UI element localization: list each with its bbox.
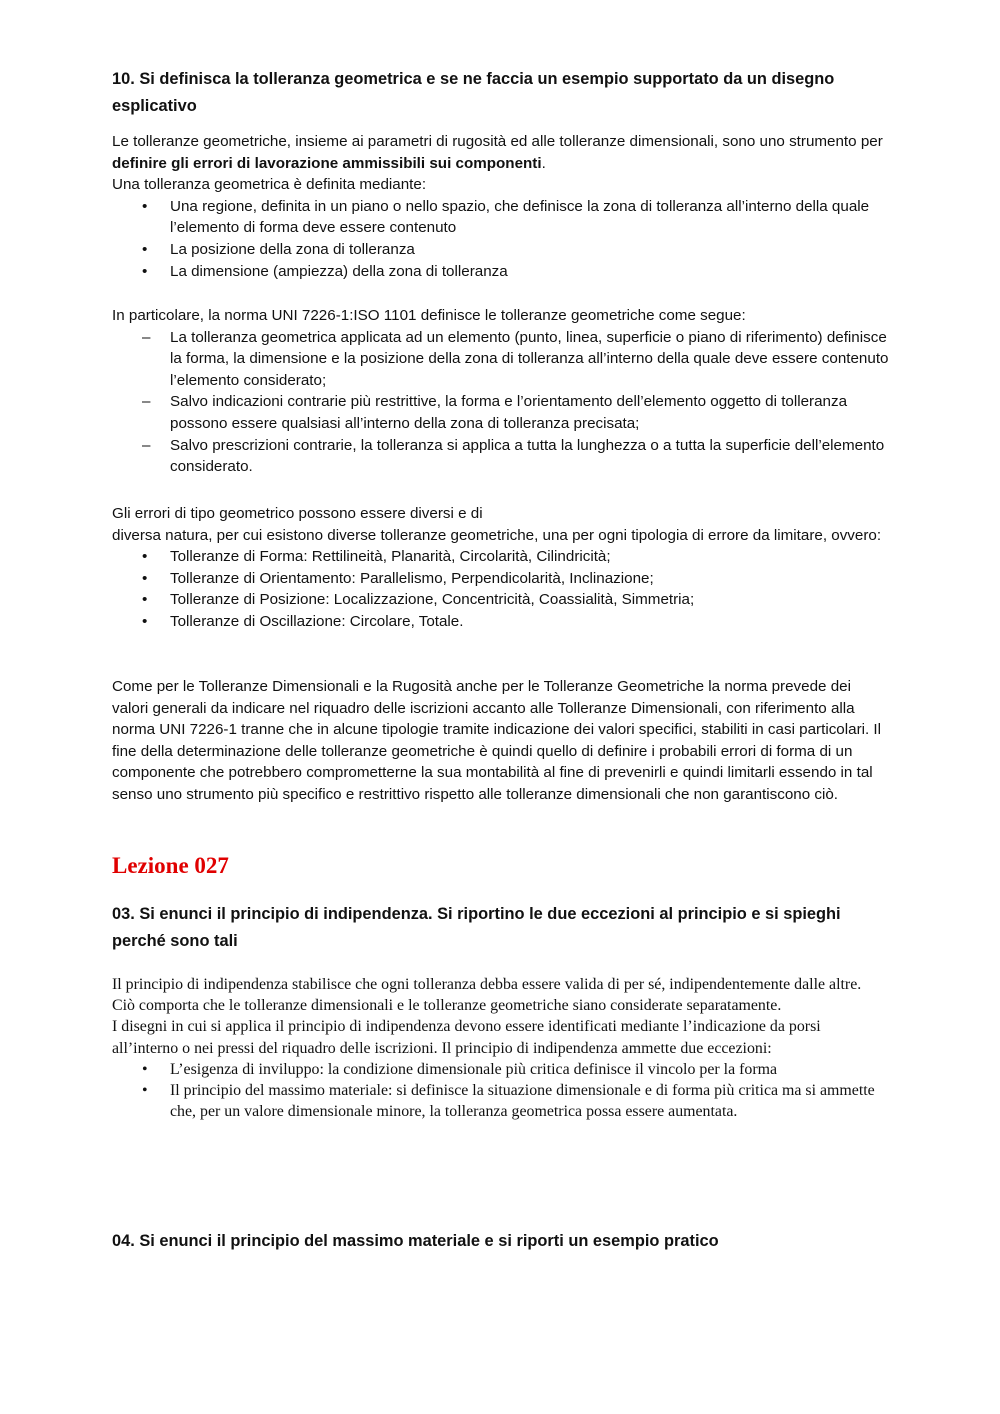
question-03-title: 03. Si enunci il principio di indipendenza. Si riportino le due eccezioni al principio e si spieghi perché sono tali bbox=[112, 905, 841, 950]
bullet-marker: • bbox=[142, 197, 148, 215]
question-04-section bbox=[112, 1228, 890, 1255]
errors-section bbox=[112, 503, 890, 633]
dash-marker: – bbox=[142, 393, 151, 411]
list-item bbox=[112, 391, 890, 434]
list-item bbox=[112, 546, 890, 568]
bullet-marker: • bbox=[142, 548, 148, 566]
dash-marker: – bbox=[142, 328, 151, 346]
intro-paragraph bbox=[112, 131, 890, 174]
errors-line-2: diversa natura, per cui esistono diverse tolleranze geometriche, una per ogni tipologia di errore da limitare, ovvero: bbox=[112, 526, 882, 544]
dash-marker: – bbox=[142, 436, 151, 454]
bullet-marker: • bbox=[142, 1082, 148, 1100]
list-item bbox=[112, 1059, 890, 1080]
list-item bbox=[112, 435, 890, 478]
list-item bbox=[112, 589, 890, 611]
intro-bold-text: definire gli errori di lavorazione ammissibili sui componenti bbox=[112, 154, 542, 172]
question-10-body bbox=[112, 131, 890, 282]
list-item bbox=[112, 568, 890, 590]
errors-line-1: Gli errori di tipo geometrico possono essere diversi e di bbox=[112, 505, 483, 522]
norm-list bbox=[112, 327, 890, 478]
bullet-marker: • bbox=[142, 591, 148, 609]
list-item-text: Salvo prescrizioni contrarie, la tolleranza si applica a tutta la lunghezza o a tutta la superficie dell’elemento considerato. bbox=[170, 436, 885, 476]
list-item bbox=[112, 261, 890, 283]
question-04-title: 04. Si enunci il principio del massimo materiale e si riporti un esempio pratico bbox=[112, 1232, 719, 1250]
list-item-text: Salvo indicazioni contrarie più restrittive, la forma e l’orientamento dell’elemento oggetto di tolleranza possono essere qualsiasi all’interno della zona di tolleranza precisata; bbox=[170, 393, 848, 432]
question-03-body bbox=[112, 974, 890, 1122]
norm-intro: In particolare, la norma UNI 7226-1:ISO 1101 definisce le tolleranze geometriche come segue: bbox=[112, 307, 746, 324]
question-10-section bbox=[112, 66, 890, 120]
definition-list bbox=[112, 196, 890, 282]
list-item-text: Una regione, definita in un piano o nello spazio, che definisce la zona di tolleranza all’interno della quale l’elemento di forma deve essere contenuto bbox=[170, 197, 870, 237]
list-item-text: La tolleranza geometrica applicata ad un elemento (punto, linea, superficie o piano di riferimento) definisce la forma, la dimensione e la posizione della zona di tolleranza all’interno della quale deve essere contenuto l’elemento considerato; bbox=[170, 328, 889, 389]
bullet-marker: • bbox=[142, 240, 148, 258]
closing-paragraph: Come per le Tolleranze Dimensionali e la Rugosità anche per le Tolleranze Geometriche la norma prevede dei valori generali da indicare nel riquadro delle iscrizioni accanto alle Tolleranze Dimensionali, con riferimento alla norma UNI 7226-1 tranne che in alcune tipologie tramite indicazione dei valori specifici, stabiliti in casi particolari. Il fine della determinazione delle tolleranze geometriche è quindi quello di definire i probabili errori di forma di un componente che potrebbero comprometterne la sua montabilità al fine di prevenirli e quindi limitarli essendo in tal senso uno strumento più specifico e restrittivo rispetto alle tolleranze dimensionali che non garantiscono ciò. bbox=[112, 678, 882, 803]
list-item bbox=[112, 611, 890, 633]
list-item-text: La dimensione (ampiezza) della zona di tolleranza bbox=[170, 262, 508, 280]
list-item-text: Tolleranze di Orientamento: Parallelismo, Perpendicolarità, Inclinazione; bbox=[170, 569, 654, 587]
intro-end: . bbox=[541, 154, 546, 172]
lesson-title: Lezione 027 bbox=[112, 853, 229, 878]
norm-section bbox=[112, 305, 890, 478]
list-item bbox=[112, 327, 890, 392]
bullet-marker: • bbox=[142, 262, 148, 280]
independence-paragraph-2: Ciò comporta che le tolleranze dimensionali e le tolleranze geometriche siano considerate separatamente. bbox=[112, 997, 782, 1015]
list-item-text: Il principio del massimo materiale: si definisce la situazione dimensionale e di forma più critica ma si ammette che, per un valore dimensionale minore, la tolleranza geometrica possa essere aumentata. bbox=[170, 1082, 875, 1121]
list-item bbox=[112, 196, 890, 239]
independence-paragraph-1: Il principio di indipendenza stabilisce che ogni tolleranza debba essere valida di per sé, indipendentemente dalle altre. bbox=[112, 976, 862, 993]
independence-paragraph-3: I disegni in cui si applica il principio di indipendenza devono essere identificati mediante l’indicazione da porsi all’interno o nei pressi del riquadro delle iscrizioni. Il principio di indipendenza ammette due eccezioni: bbox=[112, 1018, 821, 1057]
bullet-marker: • bbox=[142, 1060, 148, 1078]
closing-section bbox=[112, 676, 890, 806]
list-item-text: Tolleranze di Forma: Rettilineità, Planarità, Circolarità, Cilindricità; bbox=[170, 548, 611, 566]
list-item bbox=[112, 239, 890, 261]
question-03-section bbox=[112, 901, 890, 955]
definition-intro: Una tolleranza geometrica è definita mediante: bbox=[112, 176, 427, 194]
list-item-text: Tolleranze di Oscillazione: Circolare, Totale. bbox=[170, 612, 464, 630]
tolerance-types-list bbox=[112, 546, 890, 632]
bullet-marker: • bbox=[142, 569, 148, 587]
bullet-marker: • bbox=[142, 612, 148, 630]
lesson-heading-block bbox=[112, 851, 890, 881]
list-item-text: Tolleranze di Posizione: Localizzazione, Concentricità, Coassialità, Simmetria; bbox=[170, 591, 695, 609]
exceptions-list bbox=[112, 1059, 890, 1123]
list-item-text: L’esigenza di inviluppo: la condizione dimensionale più critica definisce il vincolo per la forma bbox=[170, 1060, 778, 1078]
intro-text: Le tolleranze geometriche, insieme ai parametri di rugosità ed alle tolleranze dimensionali, sono uno strumento per bbox=[112, 133, 883, 150]
question-10-title: 10. Si definisca la tolleranza geometrica e se ne faccia un esempio supportato da un disegno esplicativo bbox=[112, 70, 835, 115]
list-item bbox=[112, 1080, 890, 1122]
list-item-text: La posizione della zona di tolleranza bbox=[170, 240, 415, 258]
